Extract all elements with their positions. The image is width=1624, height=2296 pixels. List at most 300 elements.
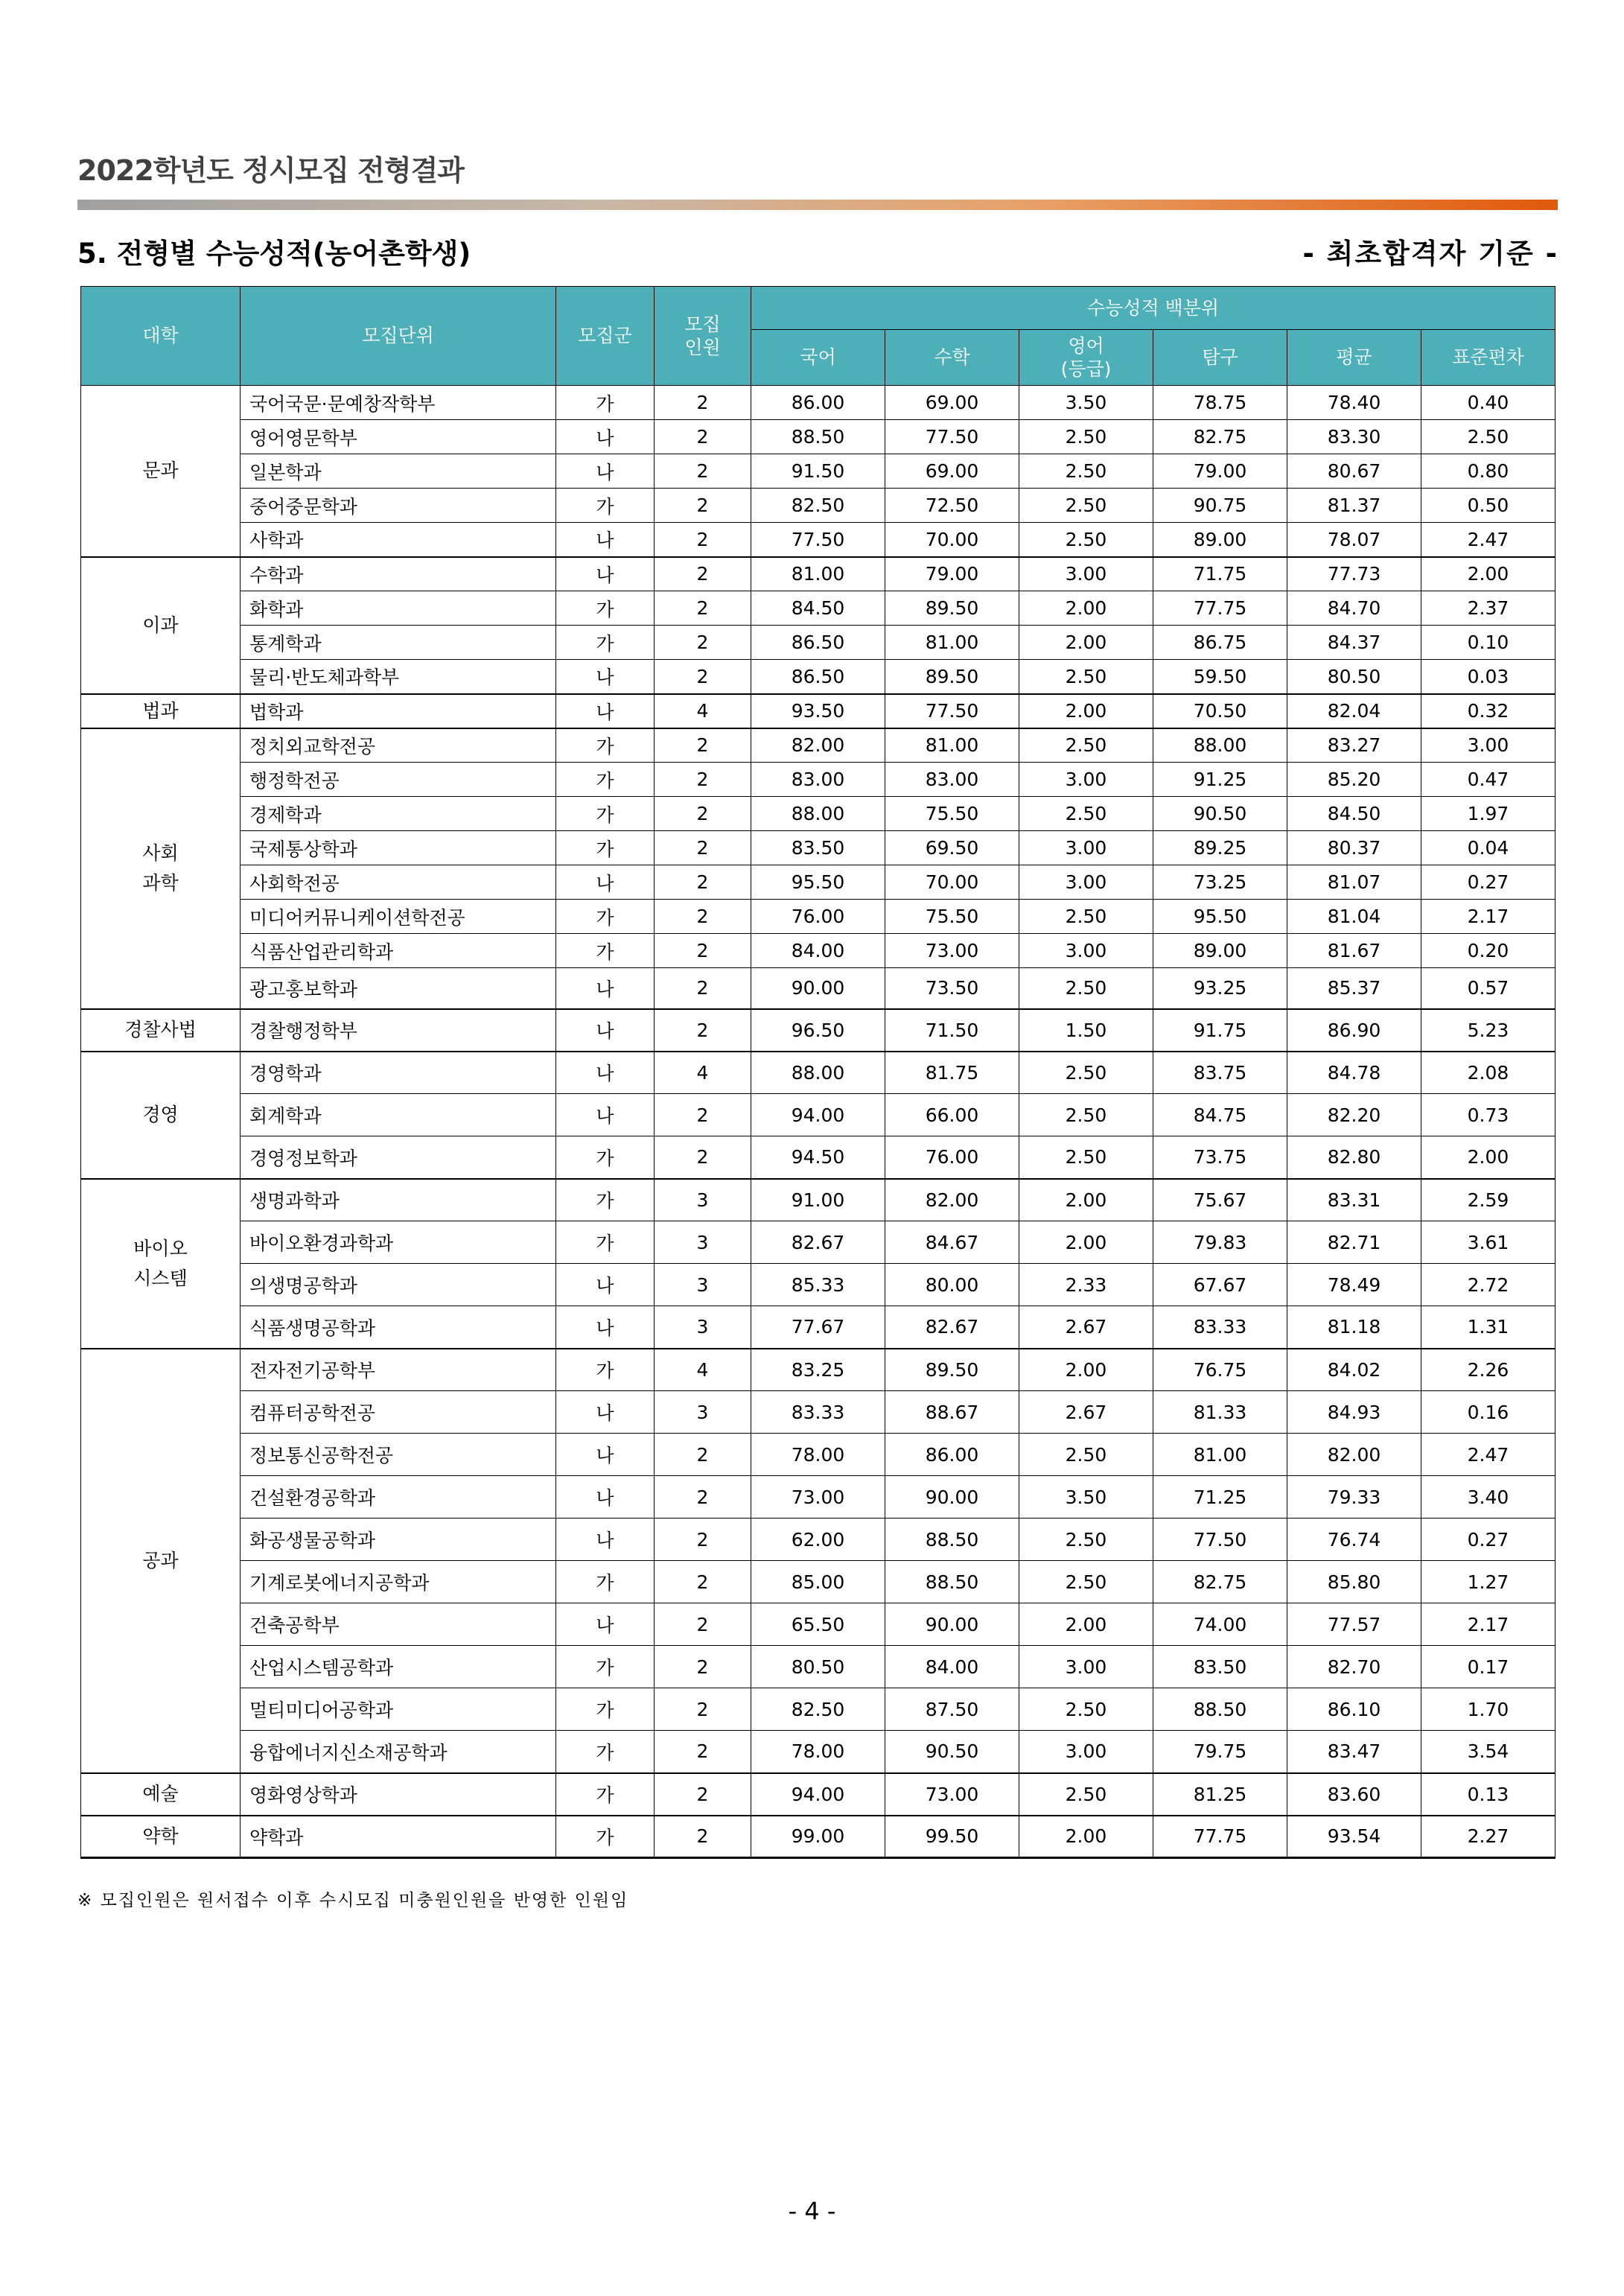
table-row xyxy=(81,1688,1555,1731)
average-cell: 82.71 xyxy=(1287,1221,1421,1264)
header-unit: 모집단위 xyxy=(241,287,556,386)
math-cell: 77.50 xyxy=(885,420,1019,454)
korean-cell: 65.50 xyxy=(751,1603,885,1646)
quota-cell: 2 xyxy=(655,728,751,763)
quota-cell: 4 xyxy=(655,1052,751,1094)
unit-cell: 경영정보학과 xyxy=(241,1136,556,1179)
unit-cell: 융합에너지신소재공학과 xyxy=(241,1731,556,1773)
average-cell: 84.93 xyxy=(1287,1391,1421,1434)
inquiry-cell: 78.75 xyxy=(1153,386,1287,420)
group-cell: 나 xyxy=(556,1391,655,1434)
math-cell: 69.00 xyxy=(885,386,1019,420)
stdev-cell: 0.73 xyxy=(1421,1094,1555,1136)
group-cell: 나 xyxy=(556,420,655,454)
math-cell: 75.50 xyxy=(885,900,1019,934)
korean-cell: 82.00 xyxy=(751,728,885,763)
group-cell: 나 xyxy=(556,523,655,557)
english-cell: 2.50 xyxy=(1019,523,1153,557)
quota-cell: 2 xyxy=(655,1688,751,1731)
stdev-cell: 2.17 xyxy=(1421,900,1555,934)
unit-cell: 정치외교학전공 xyxy=(241,728,556,763)
group-cell: 나 xyxy=(556,1009,655,1052)
average-cell: 93.54 xyxy=(1287,1816,1421,1858)
unit-cell: 영어영문학부 xyxy=(241,420,556,454)
math-cell: 90.00 xyxy=(885,1603,1019,1646)
english-cell: 2.50 xyxy=(1019,1561,1153,1603)
math-cell: 81.00 xyxy=(885,728,1019,763)
average-cell: 81.67 xyxy=(1287,934,1421,968)
table-row xyxy=(81,1773,1555,1816)
math-cell: 84.00 xyxy=(885,1646,1019,1688)
english-cell: 3.00 xyxy=(1019,763,1153,797)
math-cell: 70.00 xyxy=(885,523,1019,557)
korean-cell: 73.00 xyxy=(751,1476,885,1519)
unit-cell: 중어중문학과 xyxy=(241,489,556,523)
inquiry-cell: 77.75 xyxy=(1153,591,1287,626)
unit-cell: 컴퓨터공학전공 xyxy=(241,1391,556,1434)
average-cell: 82.70 xyxy=(1287,1646,1421,1688)
table-row xyxy=(81,420,1555,454)
math-cell: 75.50 xyxy=(885,797,1019,831)
unit-cell: 사학과 xyxy=(241,523,556,557)
quota-cell: 2 xyxy=(655,591,751,626)
english-cell: 3.50 xyxy=(1019,1476,1153,1519)
stdev-cell: 2.08 xyxy=(1421,1052,1555,1094)
group-cell: 나 xyxy=(556,1094,655,1136)
english-cell: 2.50 xyxy=(1019,489,1153,523)
table-row xyxy=(81,1052,1555,1094)
korean-cell: 95.50 xyxy=(751,865,885,900)
korean-cell: 86.50 xyxy=(751,626,885,660)
inquiry-cell: 91.25 xyxy=(1153,763,1287,797)
quota-cell: 2 xyxy=(655,1094,751,1136)
average-cell: 80.37 xyxy=(1287,831,1421,865)
inquiry-cell: 81.33 xyxy=(1153,1391,1287,1434)
group-cell: 나 xyxy=(556,557,655,591)
stdev-cell: 0.40 xyxy=(1421,386,1555,420)
english-cell: 2.00 xyxy=(1019,1816,1153,1858)
korean-cell: 94.00 xyxy=(751,1773,885,1816)
english-cell: 3.00 xyxy=(1019,934,1153,968)
english-cell: 2.50 xyxy=(1019,968,1153,1009)
average-cell: 81.07 xyxy=(1287,865,1421,900)
quota-cell: 2 xyxy=(655,1603,751,1646)
header-scores-group: 수능성적 백분위 xyxy=(751,287,1555,330)
english-cell: 3.00 xyxy=(1019,831,1153,865)
inquiry-cell: 59.50 xyxy=(1153,660,1287,694)
inquiry-cell: 90.75 xyxy=(1153,489,1287,523)
english-cell: 2.67 xyxy=(1019,1306,1153,1349)
quota-cell: 2 xyxy=(655,1476,751,1519)
table-row xyxy=(81,660,1555,694)
table-row xyxy=(81,1646,1555,1688)
quota-cell: 2 xyxy=(655,386,751,420)
quota-cell: 2 xyxy=(655,1773,751,1816)
group-cell: 나 xyxy=(556,1603,655,1646)
group-cell: 가 xyxy=(556,1688,655,1731)
english-cell: 2.50 xyxy=(1019,454,1153,489)
stdev-cell: 2.00 xyxy=(1421,557,1555,591)
table-row xyxy=(81,831,1555,865)
korean-cell: 94.50 xyxy=(751,1136,885,1179)
header-english-line2: (등급) xyxy=(1060,358,1112,380)
table-row xyxy=(81,1306,1555,1349)
inquiry-cell: 67.67 xyxy=(1153,1264,1287,1306)
quota-cell: 4 xyxy=(655,694,751,728)
inquiry-cell: 79.00 xyxy=(1153,454,1287,489)
inquiry-cell: 82.75 xyxy=(1153,1561,1287,1603)
stdev-cell: 3.40 xyxy=(1421,1476,1555,1519)
inquiry-cell: 70.50 xyxy=(1153,694,1287,728)
english-cell: 1.50 xyxy=(1019,1009,1153,1052)
english-cell: 2.50 xyxy=(1019,1688,1153,1731)
group-cell: 나 xyxy=(556,1264,655,1306)
unit-cell: 건설환경공학과 xyxy=(241,1476,556,1519)
math-cell: 69.00 xyxy=(885,454,1019,489)
korean-cell: 85.33 xyxy=(751,1264,885,1306)
stdev-cell: 3.00 xyxy=(1421,728,1555,763)
college-cell xyxy=(81,386,241,557)
english-cell: 2.00 xyxy=(1019,626,1153,660)
table-row xyxy=(81,489,1555,523)
group-cell: 가 xyxy=(556,626,655,660)
header-english-line1: 영어 xyxy=(1068,334,1104,357)
quota-cell: 3 xyxy=(655,1221,751,1264)
table-row xyxy=(81,968,1555,1009)
math-cell: 72.50 xyxy=(885,489,1019,523)
stdev-cell: 2.27 xyxy=(1421,1816,1555,1858)
quota-cell: 2 xyxy=(655,454,751,489)
college-cell xyxy=(81,1773,241,1816)
group-cell: 가 xyxy=(556,1221,655,1264)
average-cell: 82.00 xyxy=(1287,1434,1421,1476)
stdev-cell: 2.17 xyxy=(1421,1603,1555,1646)
quota-cell: 2 xyxy=(655,626,751,660)
quota-cell: 2 xyxy=(655,1731,751,1773)
group-cell: 나 xyxy=(556,968,655,1009)
korean-cell: 84.50 xyxy=(751,591,885,626)
quota-cell: 2 xyxy=(655,1009,751,1052)
korean-cell: 78.00 xyxy=(751,1434,885,1476)
unit-cell: 식품생명공학과 xyxy=(241,1306,556,1349)
unit-cell: 의생명공학과 xyxy=(241,1264,556,1306)
korean-cell: 91.50 xyxy=(751,454,885,489)
inquiry-cell: 90.50 xyxy=(1153,797,1287,831)
quota-cell: 3 xyxy=(655,1306,751,1349)
quota-cell: 2 xyxy=(655,831,751,865)
english-cell: 2.00 xyxy=(1019,591,1153,626)
inquiry-cell: 83.50 xyxy=(1153,1646,1287,1688)
college-name: 문과 xyxy=(142,459,179,482)
table-row xyxy=(81,763,1555,797)
quota-cell: 2 xyxy=(655,523,751,557)
english-cell: 2.50 xyxy=(1019,1434,1153,1476)
table-row xyxy=(81,1136,1555,1179)
table-row xyxy=(81,591,1555,626)
group-cell: 나 xyxy=(556,660,655,694)
table-row xyxy=(81,1731,1555,1773)
table-row xyxy=(81,1519,1555,1561)
section-note: - 최초합격자 기준 - xyxy=(1302,238,1558,270)
average-cell: 80.67 xyxy=(1287,454,1421,489)
group-cell: 가 xyxy=(556,1731,655,1773)
average-cell: 82.20 xyxy=(1287,1094,1421,1136)
group-cell: 가 xyxy=(556,386,655,420)
document-title: 2022학년도 정시모집 전형결과 xyxy=(77,154,465,187)
average-cell: 80.50 xyxy=(1287,660,1421,694)
unit-cell: 미디어커뮤니케이션학전공 xyxy=(241,900,556,934)
table-row xyxy=(81,1391,1555,1434)
college-name: 과학 xyxy=(142,872,179,894)
average-cell: 83.27 xyxy=(1287,728,1421,763)
college-cell xyxy=(81,728,241,1009)
college-name: 법과 xyxy=(142,699,179,722)
korean-cell: 93.50 xyxy=(751,694,885,728)
college-name: 공과 xyxy=(142,1549,179,1571)
korean-cell: 99.00 xyxy=(751,1816,885,1858)
unit-cell: 화공생물공학과 xyxy=(241,1519,556,1561)
group-cell: 나 xyxy=(556,454,655,489)
stdev-cell: 2.47 xyxy=(1421,1434,1555,1476)
math-cell: 83.00 xyxy=(885,763,1019,797)
average-cell: 78.40 xyxy=(1287,386,1421,420)
table-row xyxy=(81,1179,1555,1221)
quota-cell: 2 xyxy=(655,865,751,900)
inquiry-cell: 74.00 xyxy=(1153,1603,1287,1646)
math-cell: 76.00 xyxy=(885,1136,1019,1179)
stdev-cell: 1.31 xyxy=(1421,1306,1555,1349)
unit-cell: 전자전기공학부 xyxy=(241,1349,556,1391)
korean-cell: 83.25 xyxy=(751,1349,885,1391)
korean-cell: 76.00 xyxy=(751,900,885,934)
quota-cell: 3 xyxy=(655,1179,751,1221)
inquiry-cell: 89.00 xyxy=(1153,934,1287,968)
english-cell: 2.50 xyxy=(1019,660,1153,694)
unit-cell: 광고홍보학과 xyxy=(241,968,556,1009)
group-cell: 가 xyxy=(556,763,655,797)
unit-cell: 정보통신공학전공 xyxy=(241,1434,556,1476)
stdev-cell: 1.27 xyxy=(1421,1561,1555,1603)
quota-cell: 2 xyxy=(655,1434,751,1476)
korean-cell: 90.00 xyxy=(751,968,885,1009)
average-cell: 78.49 xyxy=(1287,1264,1421,1306)
stdev-cell: 0.03 xyxy=(1421,660,1555,694)
stdev-cell: 0.80 xyxy=(1421,454,1555,489)
quota-cell: 2 xyxy=(655,1816,751,1858)
korean-cell: 86.00 xyxy=(751,386,885,420)
english-cell: 2.50 xyxy=(1019,1136,1153,1179)
inquiry-cell: 83.33 xyxy=(1153,1306,1287,1349)
inquiry-cell: 77.50 xyxy=(1153,1519,1287,1561)
math-cell: 77.50 xyxy=(885,694,1019,728)
table-row xyxy=(81,1221,1555,1264)
college-cell xyxy=(81,1816,241,1858)
korean-cell: 88.00 xyxy=(751,1052,885,1094)
college-cell xyxy=(81,1009,241,1052)
group-cell: 가 xyxy=(556,1773,655,1816)
english-cell: 2.67 xyxy=(1019,1391,1153,1434)
english-cell: 2.50 xyxy=(1019,900,1153,934)
section-title: 5. 전형별 수능성적(농어촌학생) xyxy=(77,238,471,270)
unit-cell: 멀티미디어공학과 xyxy=(241,1688,556,1731)
stdev-cell: 0.27 xyxy=(1421,865,1555,900)
stdev-cell: 2.00 xyxy=(1421,1136,1555,1179)
math-cell: 82.00 xyxy=(885,1179,1019,1221)
unit-cell: 국어국문·문예창작학부 xyxy=(241,386,556,420)
math-cell: 81.75 xyxy=(885,1052,1019,1094)
header-quota-line2: 인원 xyxy=(684,337,721,358)
math-cell: 88.67 xyxy=(885,1391,1019,1434)
math-cell: 89.50 xyxy=(885,591,1019,626)
average-cell: 82.80 xyxy=(1287,1136,1421,1179)
average-cell: 77.57 xyxy=(1287,1603,1421,1646)
table-row xyxy=(81,900,1555,934)
quota-cell: 3 xyxy=(655,1391,751,1434)
quota-cell: 2 xyxy=(655,489,751,523)
inquiry-cell: 76.75 xyxy=(1153,1349,1287,1391)
korean-cell: 78.00 xyxy=(751,1731,885,1773)
unit-cell: 물리·반도체과학부 xyxy=(241,660,556,694)
stdev-cell: 2.50 xyxy=(1421,420,1555,454)
average-cell: 76.74 xyxy=(1287,1519,1421,1561)
english-cell: 2.00 xyxy=(1019,694,1153,728)
table-row xyxy=(81,1349,1555,1391)
math-cell: 73.00 xyxy=(885,934,1019,968)
stdev-cell: 0.13 xyxy=(1421,1773,1555,1816)
stdev-cell: 0.57 xyxy=(1421,968,1555,1009)
math-cell: 79.00 xyxy=(885,557,1019,591)
unit-cell: 경찰행정학부 xyxy=(241,1009,556,1052)
table-row xyxy=(81,454,1555,489)
college-name: 사회 xyxy=(142,842,179,864)
college-cell xyxy=(81,1052,241,1179)
quota-cell: 2 xyxy=(655,797,751,831)
unit-cell: 식품산업관리학과 xyxy=(241,934,556,968)
inquiry-cell: 86.75 xyxy=(1153,626,1287,660)
table-row xyxy=(81,1603,1555,1646)
stdev-cell: 0.50 xyxy=(1421,489,1555,523)
group-cell: 나 xyxy=(556,1434,655,1476)
math-cell: 70.00 xyxy=(885,865,1019,900)
korean-cell: 77.50 xyxy=(751,523,885,557)
header-english xyxy=(1019,330,1153,386)
college-cell xyxy=(81,557,241,694)
unit-cell: 영화영상학과 xyxy=(241,1773,556,1816)
average-cell: 78.07 xyxy=(1287,523,1421,557)
quota-cell: 2 xyxy=(655,900,751,934)
inquiry-cell: 79.83 xyxy=(1153,1221,1287,1264)
korean-cell: 84.00 xyxy=(751,934,885,968)
results-table xyxy=(80,286,1555,1859)
english-cell: 3.50 xyxy=(1019,386,1153,420)
english-cell: 3.00 xyxy=(1019,865,1153,900)
average-cell: 81.18 xyxy=(1287,1306,1421,1349)
unit-cell: 일본학과 xyxy=(241,454,556,489)
korean-cell: 86.50 xyxy=(751,660,885,694)
math-cell: 89.50 xyxy=(885,1349,1019,1391)
group-cell: 가 xyxy=(556,1349,655,1391)
stdev-cell: 0.47 xyxy=(1421,763,1555,797)
unit-cell: 회계학과 xyxy=(241,1094,556,1136)
inquiry-cell: 81.00 xyxy=(1153,1434,1287,1476)
group-cell: 나 xyxy=(556,1306,655,1349)
stdev-cell: 2.37 xyxy=(1421,591,1555,626)
group-cell: 가 xyxy=(556,1561,655,1603)
stdev-cell: 5.23 xyxy=(1421,1009,1555,1052)
header-math: 수학 xyxy=(885,330,1019,386)
english-cell: 2.00 xyxy=(1019,1349,1153,1391)
stdev-cell: 0.17 xyxy=(1421,1646,1555,1688)
table-row xyxy=(81,797,1555,831)
math-cell: 86.00 xyxy=(885,1434,1019,1476)
college-name: 약학 xyxy=(142,1825,179,1847)
korean-cell: 77.67 xyxy=(751,1306,885,1349)
korean-cell: 88.50 xyxy=(751,420,885,454)
quota-cell: 2 xyxy=(655,1561,751,1603)
math-cell: 73.00 xyxy=(885,1773,1019,1816)
quota-cell: 4 xyxy=(655,1349,751,1391)
stdev-cell: 1.97 xyxy=(1421,797,1555,831)
quota-cell: 2 xyxy=(655,1646,751,1688)
average-cell: 84.02 xyxy=(1287,1349,1421,1391)
english-cell: 3.00 xyxy=(1019,557,1153,591)
group-cell: 가 xyxy=(556,728,655,763)
average-cell: 84.50 xyxy=(1287,797,1421,831)
college-name: 경찰사법 xyxy=(124,1019,197,1040)
average-cell: 79.33 xyxy=(1287,1476,1421,1519)
group-cell: 가 xyxy=(556,1179,655,1221)
inquiry-cell: 73.75 xyxy=(1153,1136,1287,1179)
inquiry-cell: 93.25 xyxy=(1153,968,1287,1009)
stdev-cell: 2.47 xyxy=(1421,523,1555,557)
table-row xyxy=(81,1816,1555,1858)
math-cell: 90.50 xyxy=(885,1731,1019,1773)
math-cell: 80.00 xyxy=(885,1264,1019,1306)
unit-cell: 산업시스템공학과 xyxy=(241,1646,556,1688)
math-cell: 88.50 xyxy=(885,1519,1019,1561)
quota-cell: 2 xyxy=(655,1519,751,1561)
college-name: 경영 xyxy=(142,1104,179,1125)
korean-cell: 80.50 xyxy=(751,1646,885,1688)
korean-cell: 83.50 xyxy=(751,831,885,865)
inquiry-cell: 77.75 xyxy=(1153,1816,1287,1858)
group-cell: 나 xyxy=(556,1476,655,1519)
average-cell: 83.60 xyxy=(1287,1773,1421,1816)
average-cell: 85.80 xyxy=(1287,1561,1421,1603)
inquiry-cell: 75.67 xyxy=(1153,1179,1287,1221)
stdev-cell: 3.54 xyxy=(1421,1731,1555,1773)
inquiry-cell: 83.75 xyxy=(1153,1052,1287,1094)
average-cell: 84.70 xyxy=(1287,591,1421,626)
group-cell: 가 xyxy=(556,1136,655,1179)
quota-cell: 2 xyxy=(655,1136,751,1179)
college-cell xyxy=(81,694,241,728)
average-cell: 83.47 xyxy=(1287,1731,1421,1773)
table-row xyxy=(81,626,1555,660)
stdev-cell: 0.27 xyxy=(1421,1519,1555,1561)
english-cell: 2.50 xyxy=(1019,1052,1153,1094)
group-cell: 나 xyxy=(556,1519,655,1561)
english-cell: 2.50 xyxy=(1019,1519,1153,1561)
quota-cell: 2 xyxy=(655,968,751,1009)
average-cell: 86.10 xyxy=(1287,1688,1421,1731)
header-korean: 국어 xyxy=(751,330,885,386)
table-row xyxy=(81,557,1555,591)
korean-cell: 83.33 xyxy=(751,1391,885,1434)
unit-cell: 수학과 xyxy=(241,557,556,591)
group-cell: 가 xyxy=(556,900,655,934)
unit-cell: 바이오환경과학과 xyxy=(241,1221,556,1264)
